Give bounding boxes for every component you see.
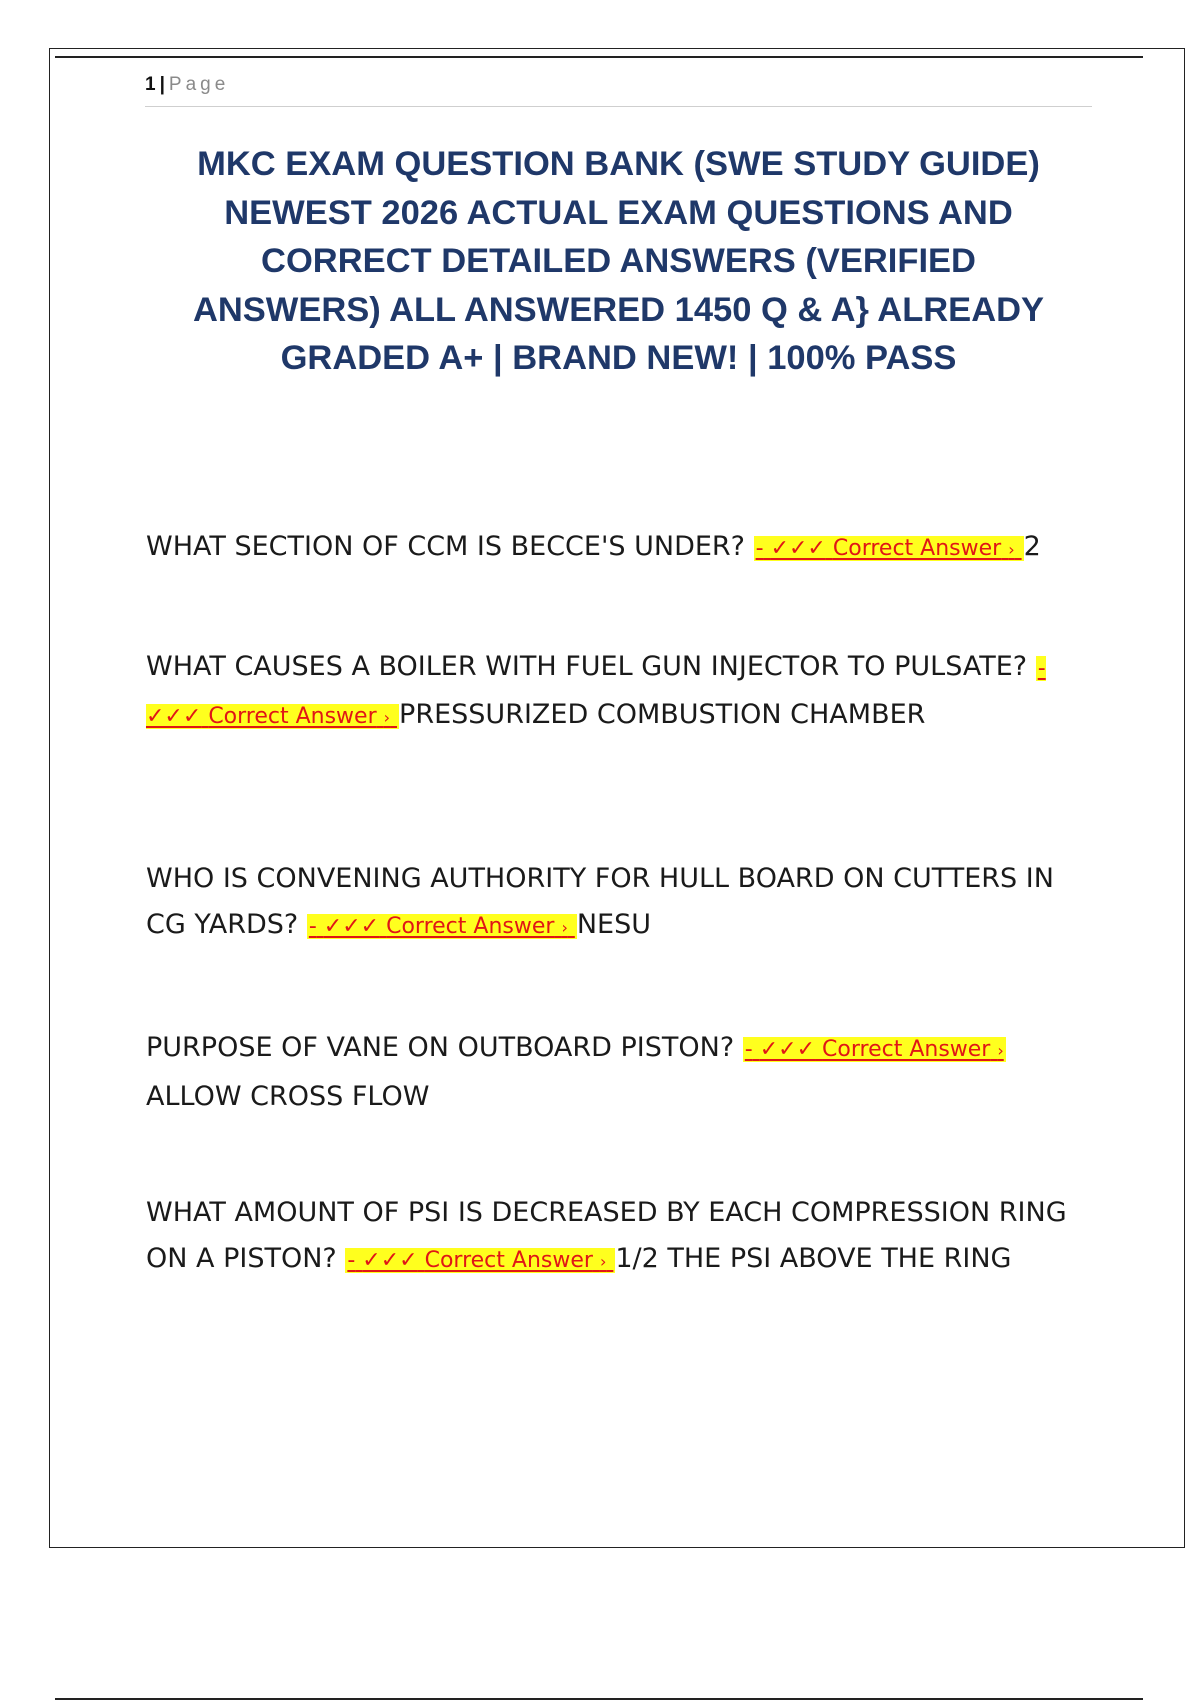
answer: PRESSURIZED COMBUSTION CHAMBER <box>399 699 926 730</box>
title-line: CORRECT DETAILED ANSWERS (VERIFIED <box>261 242 976 280</box>
answer: NESU <box>576 909 652 940</box>
question: WHAT CAUSES A BOILER WITH FUEL GUN INJECTOR TO PULSATE? <box>146 651 1028 682</box>
correct-answer-marker <box>754 536 1024 561</box>
marker-label: Correct Answer <box>208 704 377 729</box>
qa-item-2 <box>146 644 1096 741</box>
checkmarks-icon: ✓✓✓ <box>362 1248 418 1273</box>
chevron-right-icon: › <box>1008 540 1015 559</box>
marker-dash: - <box>755 536 764 561</box>
marker-dash: - <box>308 914 317 939</box>
title-line: MKC EXAM QUESTION BANK (SWE STUDY GUIDE) <box>197 145 1040 183</box>
question: WHAT AMOUNT OF PSI IS DECREASED BY EACH COMPRESSION RING ON A PISTON? <box>146 1197 1067 1274</box>
marker-label: Correct Answer <box>832 536 1002 561</box>
checkmarks-icon: ✓✓✓ <box>770 536 826 561</box>
marker-dash: - <box>1037 656 1046 681</box>
marker-label: Correct Answer <box>424 1248 593 1273</box>
correct-answer-marker <box>345 1248 615 1273</box>
question: WHAT SECTION OF CCM IS BECCE'S UNDER? <box>146 531 746 562</box>
top-rule <box>55 56 1143 58</box>
question: PURPOSE OF VANE ON OUTBOARD PISTON? <box>146 1032 735 1063</box>
page-number: 1 <box>145 74 156 95</box>
marker-dash: - <box>744 1037 753 1062</box>
correct-answer-marker <box>307 914 577 939</box>
qa-item-5 <box>146 1190 1096 1285</box>
page-label: Page <box>168 74 230 95</box>
qa-item-3 <box>146 856 1096 951</box>
marker-dash: - <box>347 1248 356 1273</box>
checkmarks-icon: ✓✓✓ <box>146 704 202 729</box>
checkmarks-icon: ✓✓✓ <box>323 914 380 939</box>
qa-item-4 <box>146 1025 1096 1120</box>
title-line: ANSWERS) ALL ANSWERED 1450 Q & A} ALREADY <box>192 290 1045 329</box>
answer: 1/2 THE PSI ABOVE THE RING <box>615 1243 1012 1274</box>
correct-answer-marker <box>743 1037 1006 1062</box>
checkmarks-icon: ✓✓✓ <box>759 1037 816 1062</box>
chevron-right-icon: › <box>997 1041 1004 1060</box>
question: WHO IS CONVENING AUTHORITY FOR HULL BOARD ON CUTTERS IN CG YARDS? <box>146 863 1054 940</box>
page-header <box>145 74 1092 107</box>
answer: 2 <box>1023 531 1041 562</box>
qa-item-1 <box>146 524 1096 573</box>
document-title <box>145 140 1092 383</box>
header-separator: | <box>159 74 165 95</box>
chevron-right-icon: › <box>383 708 391 727</box>
chevron-right-icon: › <box>561 918 568 937</box>
chevron-right-icon: › <box>599 1252 607 1271</box>
answer: ALLOW CROSS FLOW <box>146 1081 430 1112</box>
title-line: GRADED A+ | BRAND NEW! | 100% PASS <box>280 339 957 377</box>
marker-label: Correct Answer <box>822 1037 991 1062</box>
marker-label: Correct Answer <box>386 914 555 939</box>
title-line: NEWEST 2026 ACTUAL EXAM QUESTIONS AND <box>224 193 1013 232</box>
